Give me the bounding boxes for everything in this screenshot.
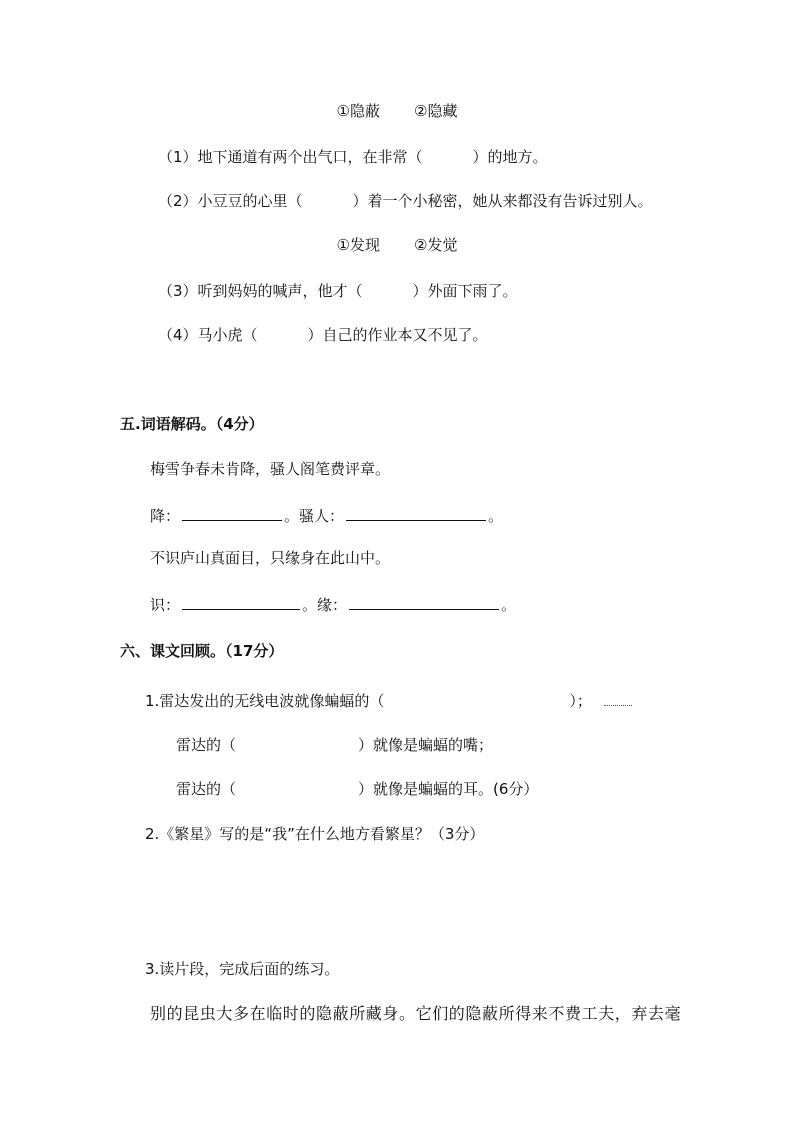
answer-blank-yuan[interactable] <box>349 593 499 610</box>
poem-line-1: 梅雪争春未肯降，骚人阁笔费评章。 <box>150 460 391 478</box>
poem-line-2: 不识庐山真面目，只缘身在此山中。 <box>150 549 391 567</box>
question-6-1: 1.雷达发出的无线电波就像蝙蝠的（ ）； <box>145 691 632 711</box>
section-6-title: 六、课文回顾。（17分） <box>120 642 284 660</box>
question-6-2: 2.《繁星》写的是“我”在什么地方看繁星？（3分） <box>145 825 485 843</box>
section-5-title: 五.词语解码。（4分） <box>120 415 264 433</box>
definition-line-1: 降： 。骚人： 。 <box>150 504 503 526</box>
question-4-3: （3）听到妈妈的喊声，他才（ ）外面下雨了。 <box>158 282 518 300</box>
options-row-b <box>0 235 794 255</box>
definition-line-2: 识： 。缘： 。 <box>150 593 516 615</box>
question-4-2: （2）小豆豆的心里（ ）着一个小秘密，她从来都没有告诉过别人。 <box>158 192 653 210</box>
passage-text: 别的昆虫大多在临时的隐蔽所藏身。它们的隐蔽所得来不费工夫，弃去毫 <box>150 1004 682 1023</box>
question-4-1: （1）地下通道有两个出气口，在非常（ ）的地方。 <box>158 148 548 166</box>
dotted-mark <box>604 695 632 706</box>
question-6-1b: 雷达的（ ）就像是蝙蝠的耳。(6分） <box>176 780 539 798</box>
question-6-1a: 雷达的（ ）就像是蝙蝠的嘴； <box>176 736 494 754</box>
answer-blank-saoren[interactable] <box>346 504 486 521</box>
answer-blank-shi[interactable] <box>182 593 300 610</box>
option-yincang: ②隐藏 <box>414 102 458 120</box>
option-fajue: ②发觉 <box>414 236 458 254</box>
options-row-a <box>0 101 794 121</box>
option-yinbi: ①隐蔽 <box>336 102 380 120</box>
question-4-4: （4）马小虎（ ）自己的作业本又不见了。 <box>158 326 488 344</box>
option-faxian: ①发现 <box>336 236 380 254</box>
question-6-3: 3.读片段，完成后面的练习。 <box>145 960 340 978</box>
answer-blank-jiang[interactable] <box>182 504 282 521</box>
